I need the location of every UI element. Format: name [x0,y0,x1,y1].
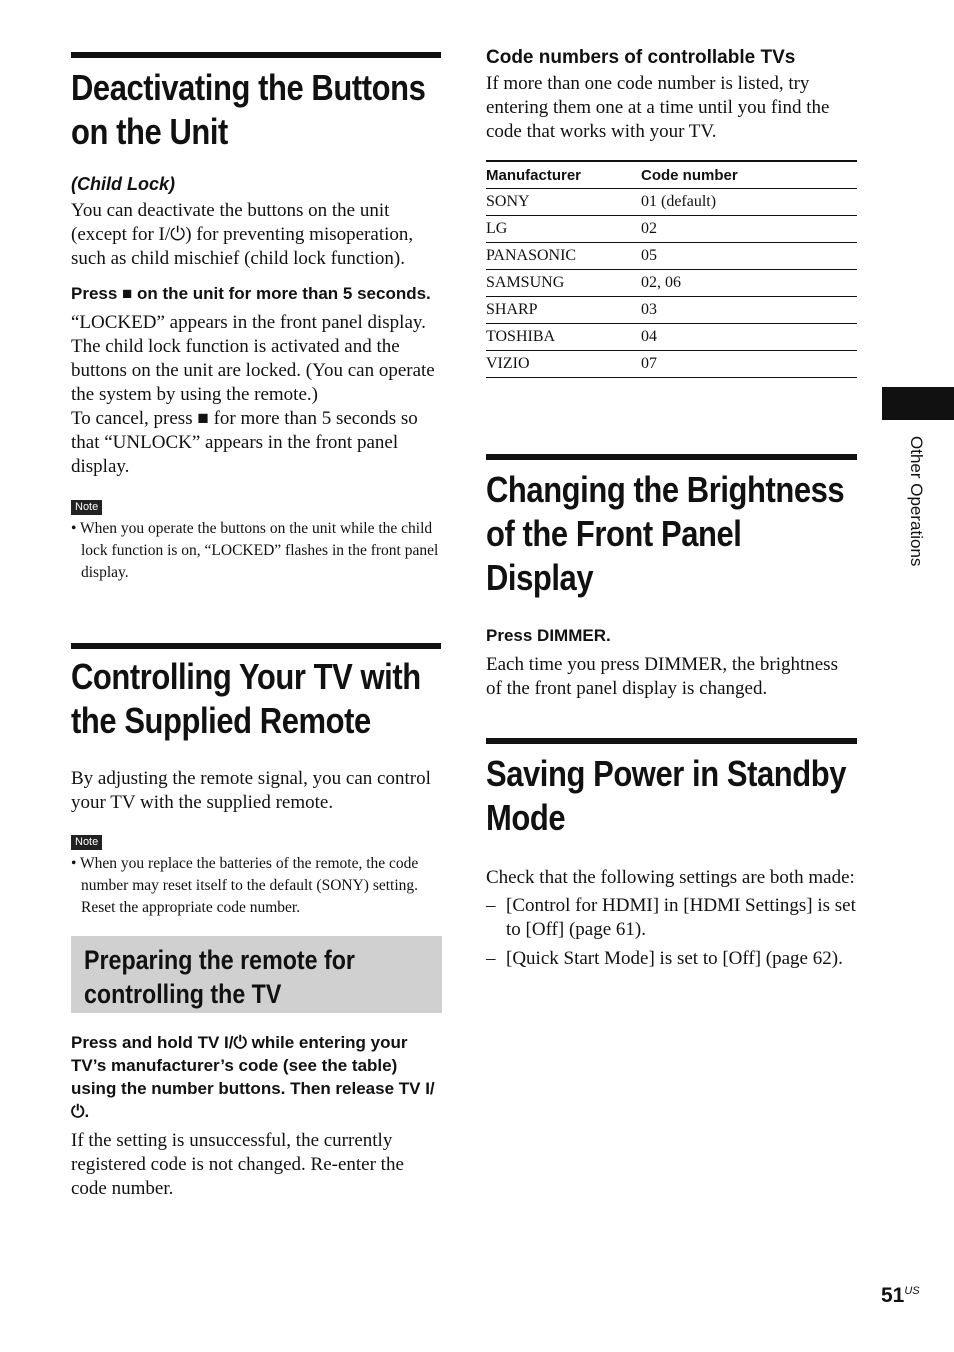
code-cell: 07 [641,351,857,378]
step-instruction: Press ■ on the unit for more than 5 seconds. [71,284,431,303]
table-row [486,270,857,297]
manufacturer-cell: TOSHIBA [486,324,641,351]
note-text: • When you replace the batteries of the remote, the code number may reset itself to the default (SONY) setting. Reset the appropriate code number. [71,855,419,916]
section-tv-remote [71,643,441,919]
intro-paragraph: By adjusting the remote signal, you can control your TV with the supplied remote. [71,768,431,813]
code-cell: 02, 06 [641,270,857,297]
body-paragraph: To cancel, press ■ for more than 5 seconds so that “UNLOCK” appears in the front panel display. [71,408,418,477]
manufacturer-cell: SAMSUNG [486,270,641,297]
intro-paragraph: Check that the following settings are both made: [486,867,855,888]
section-title: Mode [486,797,566,838]
page-number-value: 51 [881,1284,905,1307]
intro-paragraph: You can deactivate the buttons on the unit (except for I/⏻) for preventing misoperation, such as child mischief (child lock function). [71,200,414,269]
page-number [881,1284,920,1308]
subsection-title: controlling the TV [84,979,282,1009]
table-header-row [486,161,857,189]
code-cell: 02 [641,216,857,243]
remote-setup-steps [71,1031,441,1201]
table-row [486,216,857,243]
column-header-code: Code number [641,161,857,189]
manufacturer-cell: SHARP [486,297,641,324]
body-paragraph: “LOCKED” appears in the front panel display. The child lock function is activated and the buttons on the unit are locked. (You can operate the system by using the remote.) [71,312,435,405]
subsection-heading: Code numbers of controllable TVs [486,47,796,68]
manufacturer-cell: VIZIO [486,351,641,378]
section-child-lock [71,52,441,584]
body-paragraph: If the setting is unsuccessful, the currently registered code is not changed. Re-enter the code number. [71,1130,404,1199]
section-title: on the Unit [71,111,228,152]
list-item-text: [Quick Start Mode] is set to [Off] (page 62). [506,948,843,969]
chapter-tab [882,387,954,420]
step-instruction: Press and hold TV I/⏻ while entering your TV’s manufacturer’s code (see the table) using the number buttons. Then release TV I/⏻. [71,1033,435,1121]
code-cell: 01 (default) [641,189,857,216]
note-label: Note [71,500,102,515]
column-header-manufacturer: Manufacturer [486,161,641,189]
subsection-title: Preparing the remote for [84,945,355,975]
intro-paragraph: If more than one code number is listed, try entering them one at a time until you find the code that works with your TV. [486,73,830,142]
table-row [486,297,857,324]
subsection-header-bar [71,936,442,1013]
section-title: Changing the Brightness [486,469,845,510]
section-title: Display [486,557,594,598]
table-row [486,243,857,270]
page-suffix: US [904,1285,920,1297]
step-instruction: Press DIMMER. [486,626,611,645]
section-tv-codes [486,45,857,378]
section-title: Deactivating the Buttons [71,67,426,108]
list-item: – [Control for HDMI] in [HDMI Settings] is set to [Off] (page 61). [486,895,856,940]
section-title: of the Front Panel [486,513,742,554]
note-label: Note [71,835,102,850]
table-row [486,351,857,378]
list-item-text: [Control for HDMI] in [HDMI Settings] is set to [Off] (page 61). [506,895,856,940]
list-item: – [Quick Start Mode] is set to [Off] (page 62). [486,948,843,969]
section-subtitle: (Child Lock) [71,174,175,194]
note-text: • When you operate the buttons on the unit while the child lock function is on, “LOCKED” flashes in the front panel display. [71,520,439,581]
table-row [486,189,857,216]
manufacturer-cell: SONY [486,189,641,216]
manufacturer-cell: LG [486,216,641,243]
section-title: the Supplied Remote [71,700,371,741]
chapter-label: Other Operations [907,436,926,567]
section-title: Controlling Your TV with [71,656,421,697]
manufacturer-cell: PANASONIC [486,243,641,270]
code-cell: 03 [641,297,857,324]
section-title: Saving Power in Standby [486,753,846,794]
section-brightness [486,454,857,701]
section-standby [486,738,857,971]
code-cell: 04 [641,324,857,351]
code-cell: 05 [641,243,857,270]
table-row [486,324,857,351]
tv-code-table [486,160,857,378]
body-paragraph: Each time you press DIMMER, the brightness of the front panel display is changed. [486,654,838,699]
